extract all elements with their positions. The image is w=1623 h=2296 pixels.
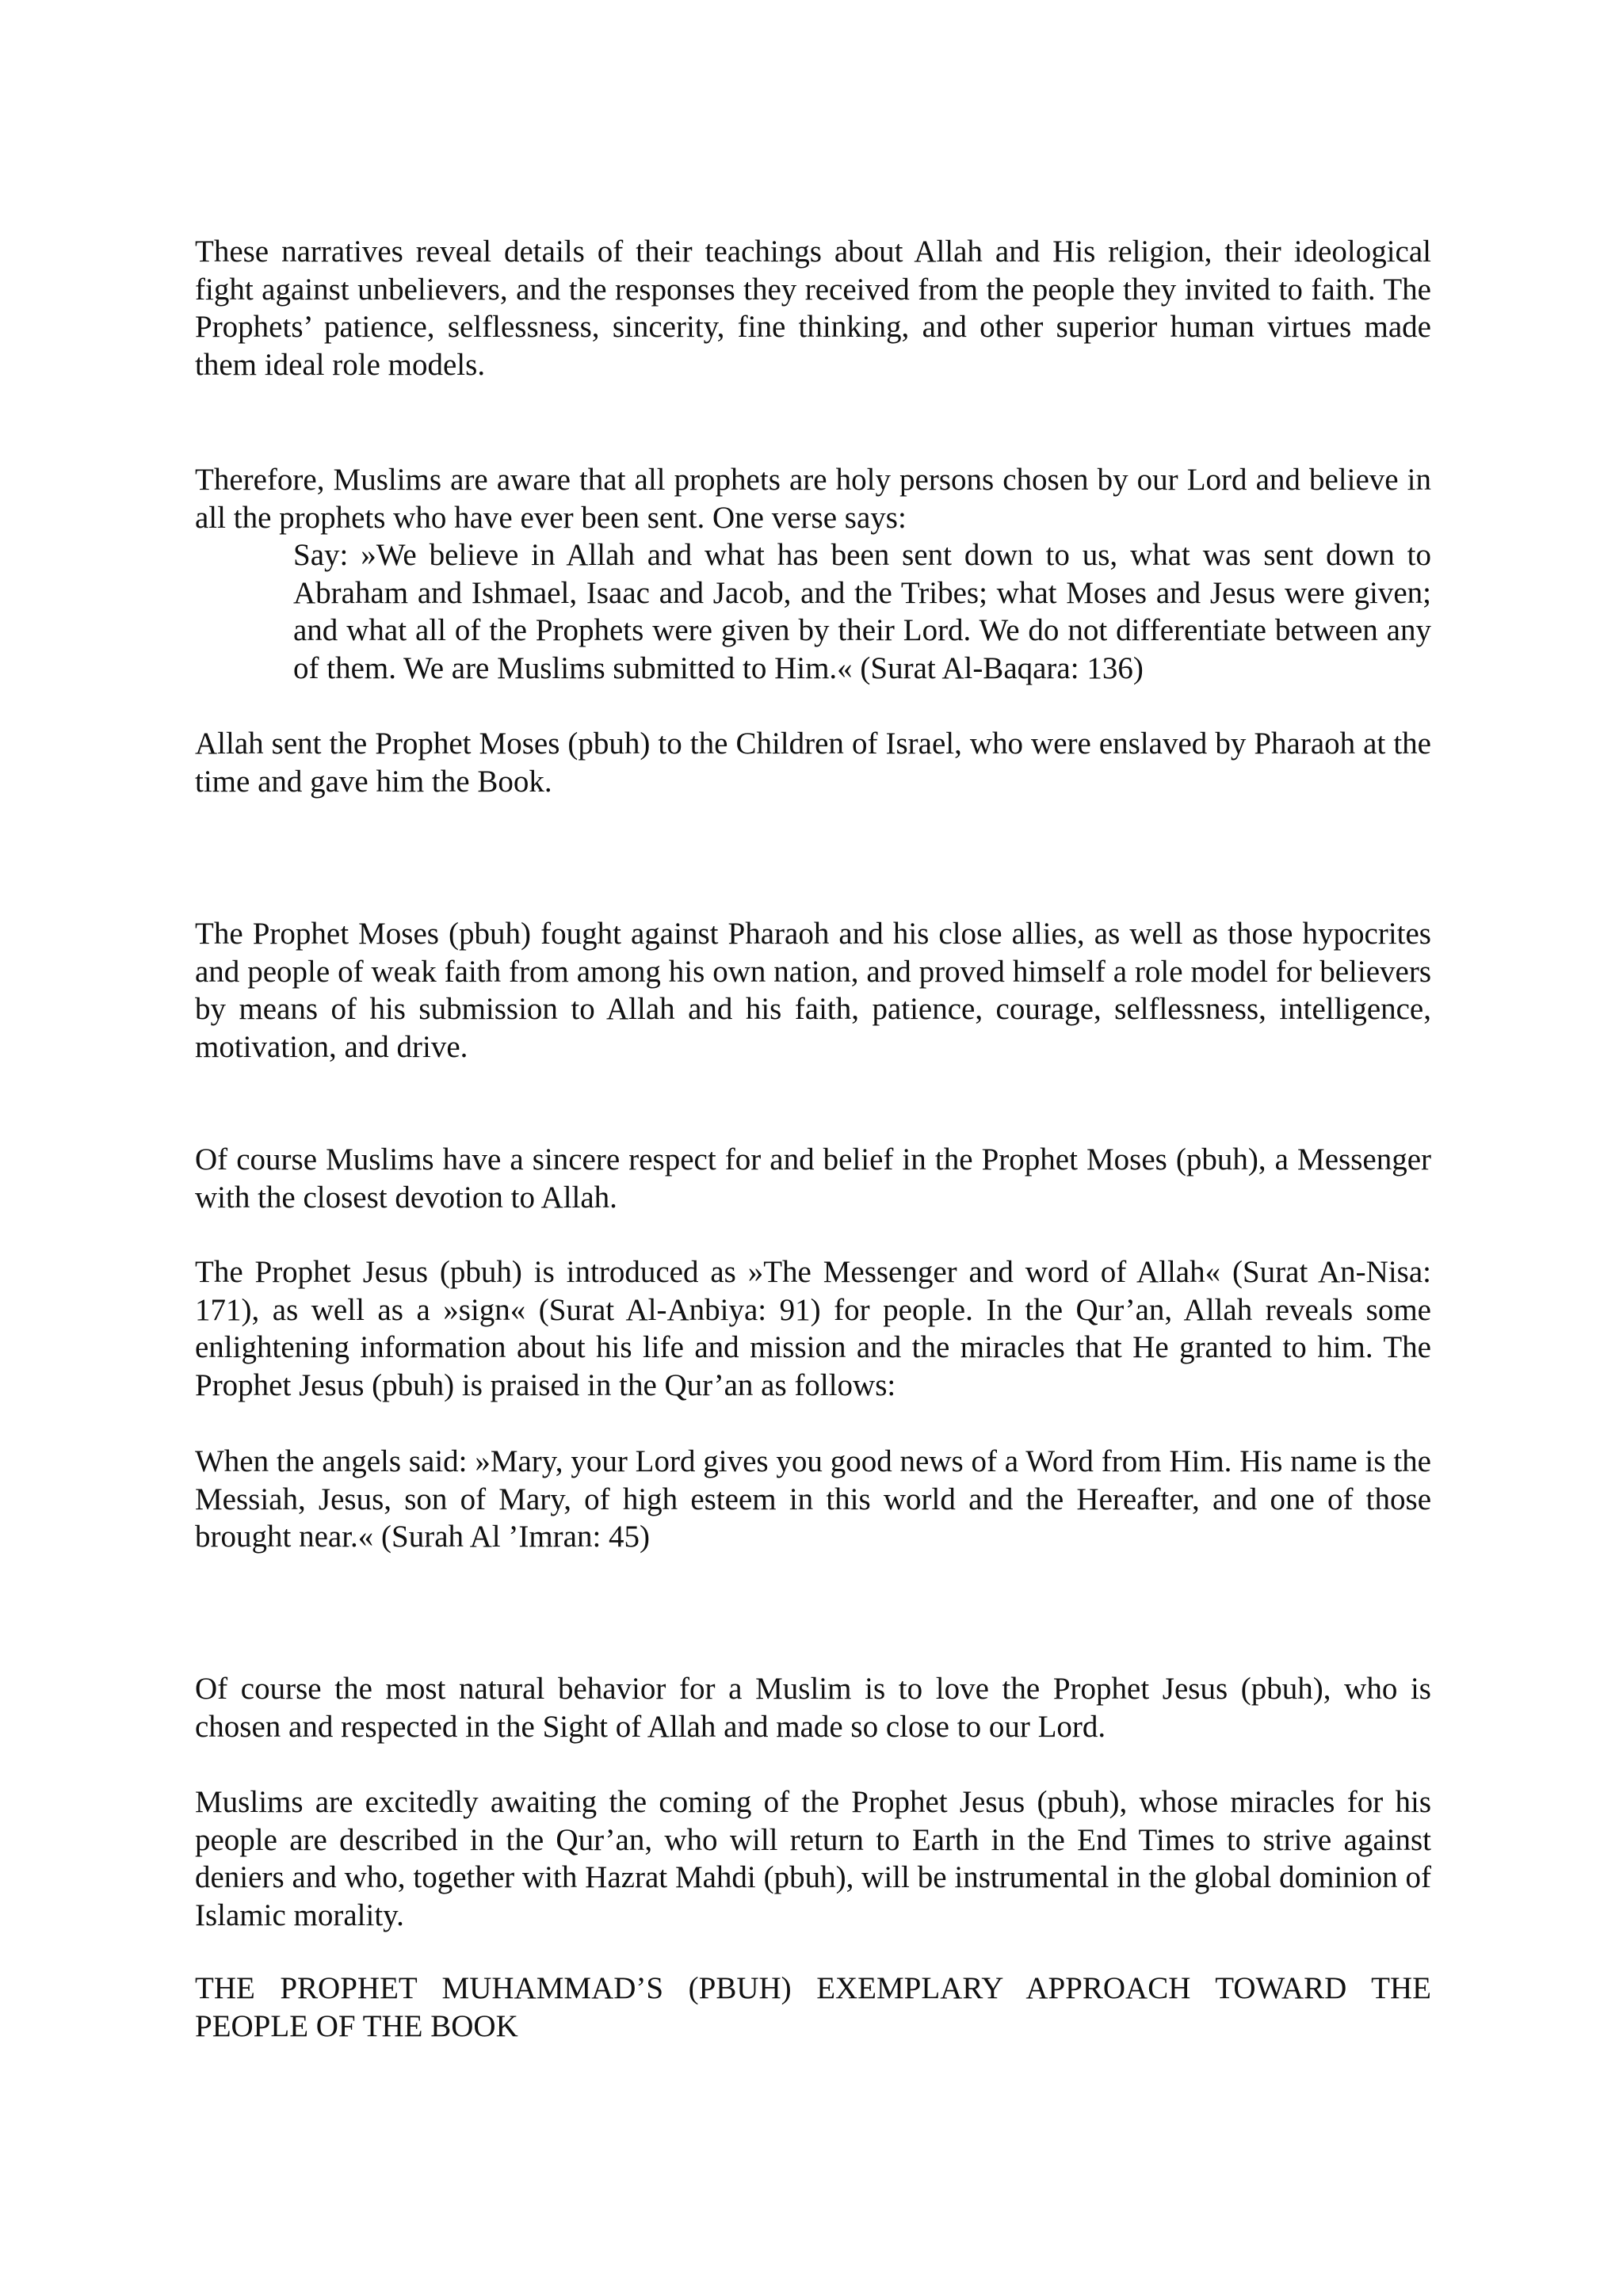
paragraph-moses-sent: Allah sent the Prophet Moses (pbuh) to the Children of Israel, who were enslaved by Pharaoh at the time and gave him the Book. (195, 727, 1431, 799)
paragraph-moses-fought: The Prophet Moses (pbuh) fought against Pharaoh and his close allies, as well as those hypocrites and people of weak faith from among his own nation, and proved himself a role model for believers by means of his submission to Allah and his faith, patience, courage, selflessness, intelligence, motivation, and drive. (195, 917, 1431, 1064)
quote-surah-al-imran: When the angels said: »Mary, your Lord gives you good news of a Word from Him. His name is the Messiah, Jesus, son of Mary, of high esteem in this world and the Hereafter, and one of those brought near.« (Surah Al ’Imran: 45) (195, 1444, 1431, 1554)
paragraph-love-jesus: Of course the most natural behavior for a Muslim is to love the Prophet Jesus (pbuh), who is chosen and respected in the Sight of Allah and made so close to our Lord. (195, 1672, 1431, 1744)
paragraph-prophets-chosen: Therefore, Muslims are aware that all prophets are holy persons chosen by our Lord and believe in all the prophets who have ever been sent. One verse says: (195, 463, 1431, 535)
paragraph-awaiting-jesus: Muslims are excitedly awaiting the coming of the Prophet Jesus (pbuh), whose miracles for his people are described in the Qur’an, who will return to Earth in the End Times to strive against deniers and who, together with Hazrat Mahdi (pbuh), will be instrumental in the global dominion of Islamic morality. (195, 1785, 1431, 1932)
paragraph-narratives: These narratives reveal details of their teachings about Allah and His religion, their ideological fight against unbelievers, and the responses they received from the people they invited to faith. The Prophets’ patience, selflessness, sincerity, fine thinking, and other superior human virtues made them ideal role models. (195, 235, 1431, 382)
quote-surat-al-baqara: Say: »We believe in Allah and what has been sent down to us, what was sent down to Abraham and Ishmael, Isaac and Jacob, and the Tribes; what Moses and Jesus were given; and what all of the Prophets were given by their Lord. We do not differentiate between any of them. We are Muslims submitted to Him.« (Surat Al-Baqara: 136) (293, 538, 1431, 685)
paragraph-jesus-introduced: The Prophet Jesus (pbuh) is introduced as »The Messenger and word of Allah« (Surat An-Nisa: 171), as well as a »sign« (Surat Al-Anbiya: 91) for people. In the Qur’an, Allah reveals some enlightening information about his life and mission and the miracles that He granted to him. The Prophet Jesus (pbuh) is praised in the Qur’an as follows: (195, 1255, 1431, 1402)
paragraph-moses-respect: Of course Muslims have a sincere respect for and belief in the Prophet Moses (pbuh), a Messenger with the closest devotion to Allah. (195, 1142, 1431, 1215)
section-heading: THE PROPHET MUHAMMAD’S (PBUH) EXEMPLARY APPROACH TOWARD THE PEOPLE OF THE BOOK (195, 1971, 1431, 2043)
